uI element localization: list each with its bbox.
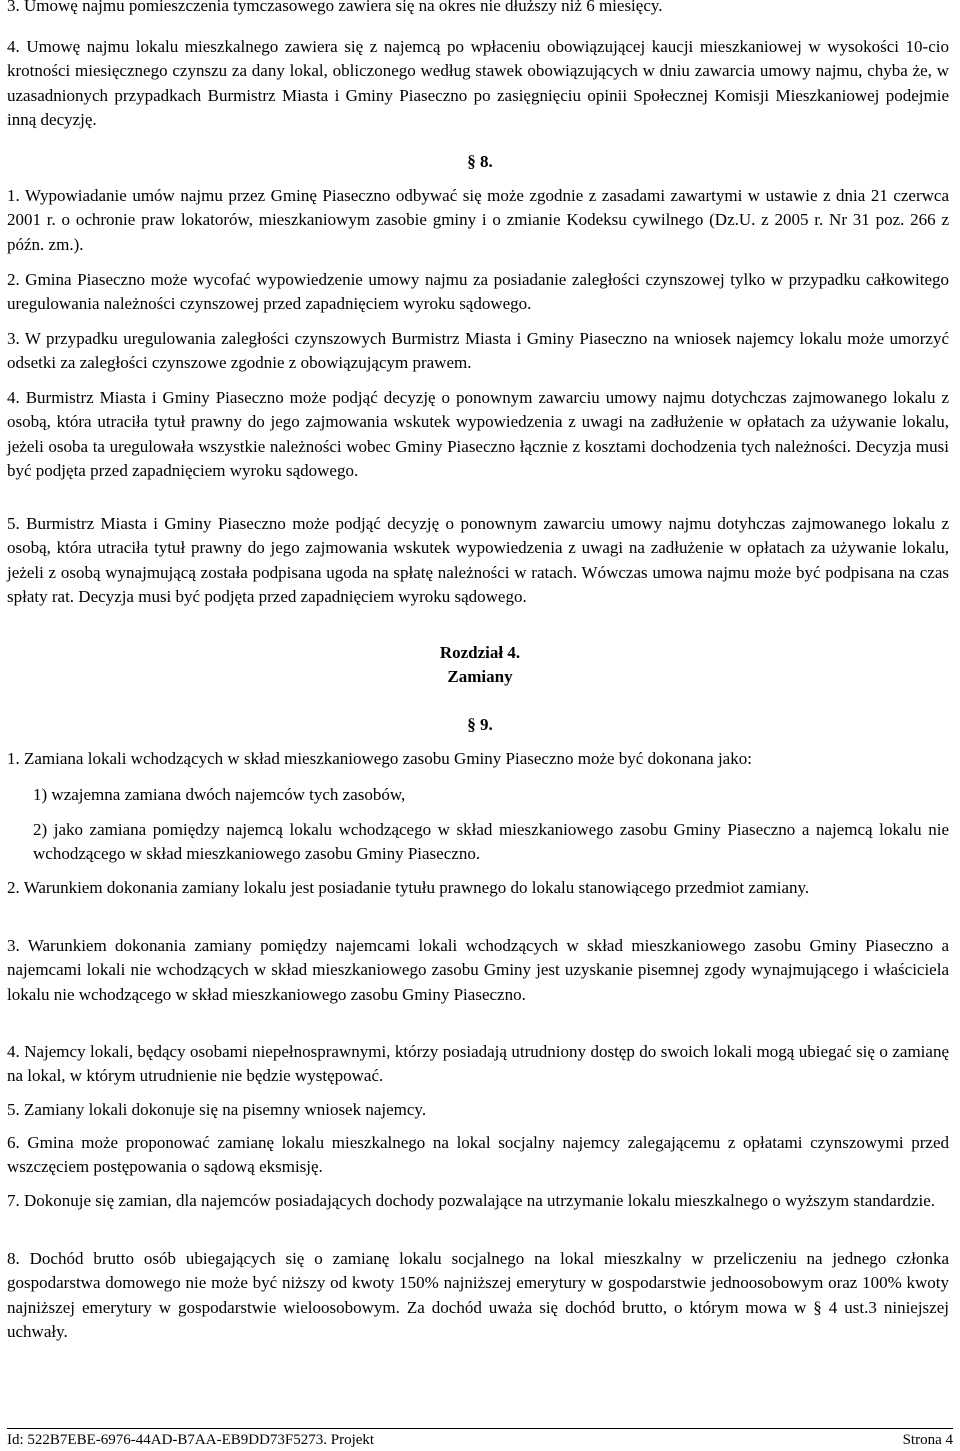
chapter-title: Zamiany <box>447 667 513 686</box>
paragraph-9-1: 1. Zamiana lokali wchodzących w skład mieszkaniowego zasobu Gminy Piaseczno może być dokonana jako: <box>7 749 752 768</box>
paragraph-8-2: 2. Gmina Piaseczno może wycofać wypowiedzenie umowy najmu za posiadanie zaległości czynszowej tylko w przypadku całkowitego uregulowania należności czynszowej przed zapadnięciem wyroku sądowego. <box>7 270 949 314</box>
list-item-9-1-1: 1) wzajemna zamiana dwóch najemców tych zasobów, <box>33 785 406 804</box>
footer-divider <box>7 1428 953 1429</box>
paragraph-9-6: 6. Gmina może proponować zamianę lokalu mieszkalnego na lokal socjalny najemcy zalegającemu z opłatami czynszowymi przed wszczęciem postępowania o sądową eksmisję. <box>7 1133 949 1177</box>
paragraph-8-1: 1. Wypowiadanie umów najmu przez Gminę Piaseczno odbywać się może zgodnie z zasadami zawartymi w ustawie z dnia 21 czerwca 2001 r. o ochronie praw lokatorów, mieszkaniowym zasobie gminy i o zmianie Kodeksu cywilnego (Dz.U. z 2005 r. Nr 31 poz. 266 z późn. zm.). <box>7 186 949 254</box>
paragraph-9-8: 8. Dochód brutto osób ubiegających się o zamianę lokalu socjalnego na lokal mieszkalny w przeliczeniu na jednego członka gospodarstwa domowego nie może być niższy od kwoty 150% najniższej emerytury w gospodarstwie jednoosobowym oraz 100% kwoty najniższej emerytury w gospodarstwie wieloosobowym. Za dochód uważa się dochód brutto, o którym mowa w § 4 ust.3 niniejszej uchwały. <box>7 1249 949 1341</box>
section-8-heading: § 8. <box>467 152 493 171</box>
paragraph-7-4: 4. Umowę najmu lokalu mieszkalnego zawiera się z najemcą po wpłaceniu obowiązującej kaucji mieszkaniowej w wysokości 10-cio krotności miesięcznego czynszu za dany lokal, obliczonego według stawek obowiązujących w dniu zawarcia umowy najmu, chyba że, w uzasadnionych przypadkach Burmistrz Miasta i Gminy Piaseczno po zasięgnięciu opinii Społecznej Komisji Mieszkaniowej podejmie inną decyzję. <box>7 37 949 129</box>
paragraph-8-4: 4. Burmistrz Miasta i Gminy Piaseczno może podjąć decyzję o ponownym zawarciu umowy najmu dotychczas zajmowanego lokalu z osobą, która utraciła tytuł prawny do jego zajmowania wskutek wypowiedzenia z uwagi na zadłużenie w opłatach za używanie lokalu, jeżeli osoba ta uregulowała wszystkie należności wobec Gminy Piaseczno łącznie z kosztami dochodzenia tych należności. Decyzja musi być podjęta przed zapadnięciem wyroku sądowego. <box>7 388 949 480</box>
chapter-number: Rozdział 4. <box>439 643 521 662</box>
paragraph-8-5: 5. Burmistrz Miasta i Gminy Piaseczno może podjąć decyzję o ponownym zawarciu umowy najmu dotyhczas zajmowanego lokalu z osobą, która utraciła tytuł prawny do jego zajmowania wskutek wypowiedzenia z uwagi na zadłużenie w opłatach za używanie lokalu, jeżeli z osobą wynajmującą została podpisana ugoda na spłatę należności w ratach. Wówczas umowa najmu może być podpisana na czas spłaty rat. Decyzja musi być podjęta przed zapadnięciem wyroku sądowego. <box>7 514 949 606</box>
list-item-9-1-2: 2) jako zamiana pomiędzy najemcą lokalu wchodzącego w skład mieszkaniowego zasobu Gminy Piaseczno a najemcą lokalu nie wchodzącego w skład mieszkaniowego zasobu Gminy Piaseczno. <box>33 820 949 864</box>
paragraph-7-3: 3. Umowę najmu pomieszczenia tymczasowego zawiera się na okres nie dłuższy niż 6 miesięcy. <box>7 0 663 15</box>
paragraph-9-3: 3. Warunkiem dokonania zamiany pomiędzy najemcami lokali wchodzących w skład mieszkaniowego zasobu Gminy Piaseczno a najemcami lokali nie wchodzących w skład mieszkaniowego zasobu Gminy jest uzyskanie pisemnej zgody wynajmującego i właściciela lokalu nie wchodzącego w skład mieszkaniowego zasobu Gminy Piaseczno. <box>7 936 949 1004</box>
footer-document-id: Id: 522B7EBE-6976-44AD-B7AA-EB9DD73F5273. Projekt <box>7 1432 375 1448</box>
footer-page-number: Strona 4 <box>902 1432 953 1448</box>
paragraph-9-4: 4. Najemcy lokali, będący osobami niepełnosprawnymi, którzy posiadają utrudniony dostęp do swoich lokali mogą ubiegać się o zamianę na lokal, w którym utrudnienie nie będzie występować. <box>7 1042 949 1086</box>
paragraph-8-3: 3. W przypadku uregulowania zaległości czynszowych Burmistrz Miasta i Gminy Piaseczno na wniosek najemcy lokalu może umorzyć odsetki za zaległości czynszowe zgodnie z obowiązującym prawem. <box>7 329 949 373</box>
paragraph-9-2: 2. Warunkiem dokonania zamiany lokalu jest posiadanie tytułu prawnego do lokalu stanowiącego przedmiot zamiany. <box>7 878 810 897</box>
section-9-heading: § 9. <box>467 715 493 734</box>
paragraph-9-5: 5. Zamiany lokali dokonuje się na pisemny wniosek najemcy. <box>7 1100 427 1119</box>
paragraph-9-7: 7. Dokonuje się zamian, dla najemców posiadających dochody pozwalające na utrzymanie lokalu mieszkalnego o wyższym standardzie. <box>7 1191 936 1210</box>
